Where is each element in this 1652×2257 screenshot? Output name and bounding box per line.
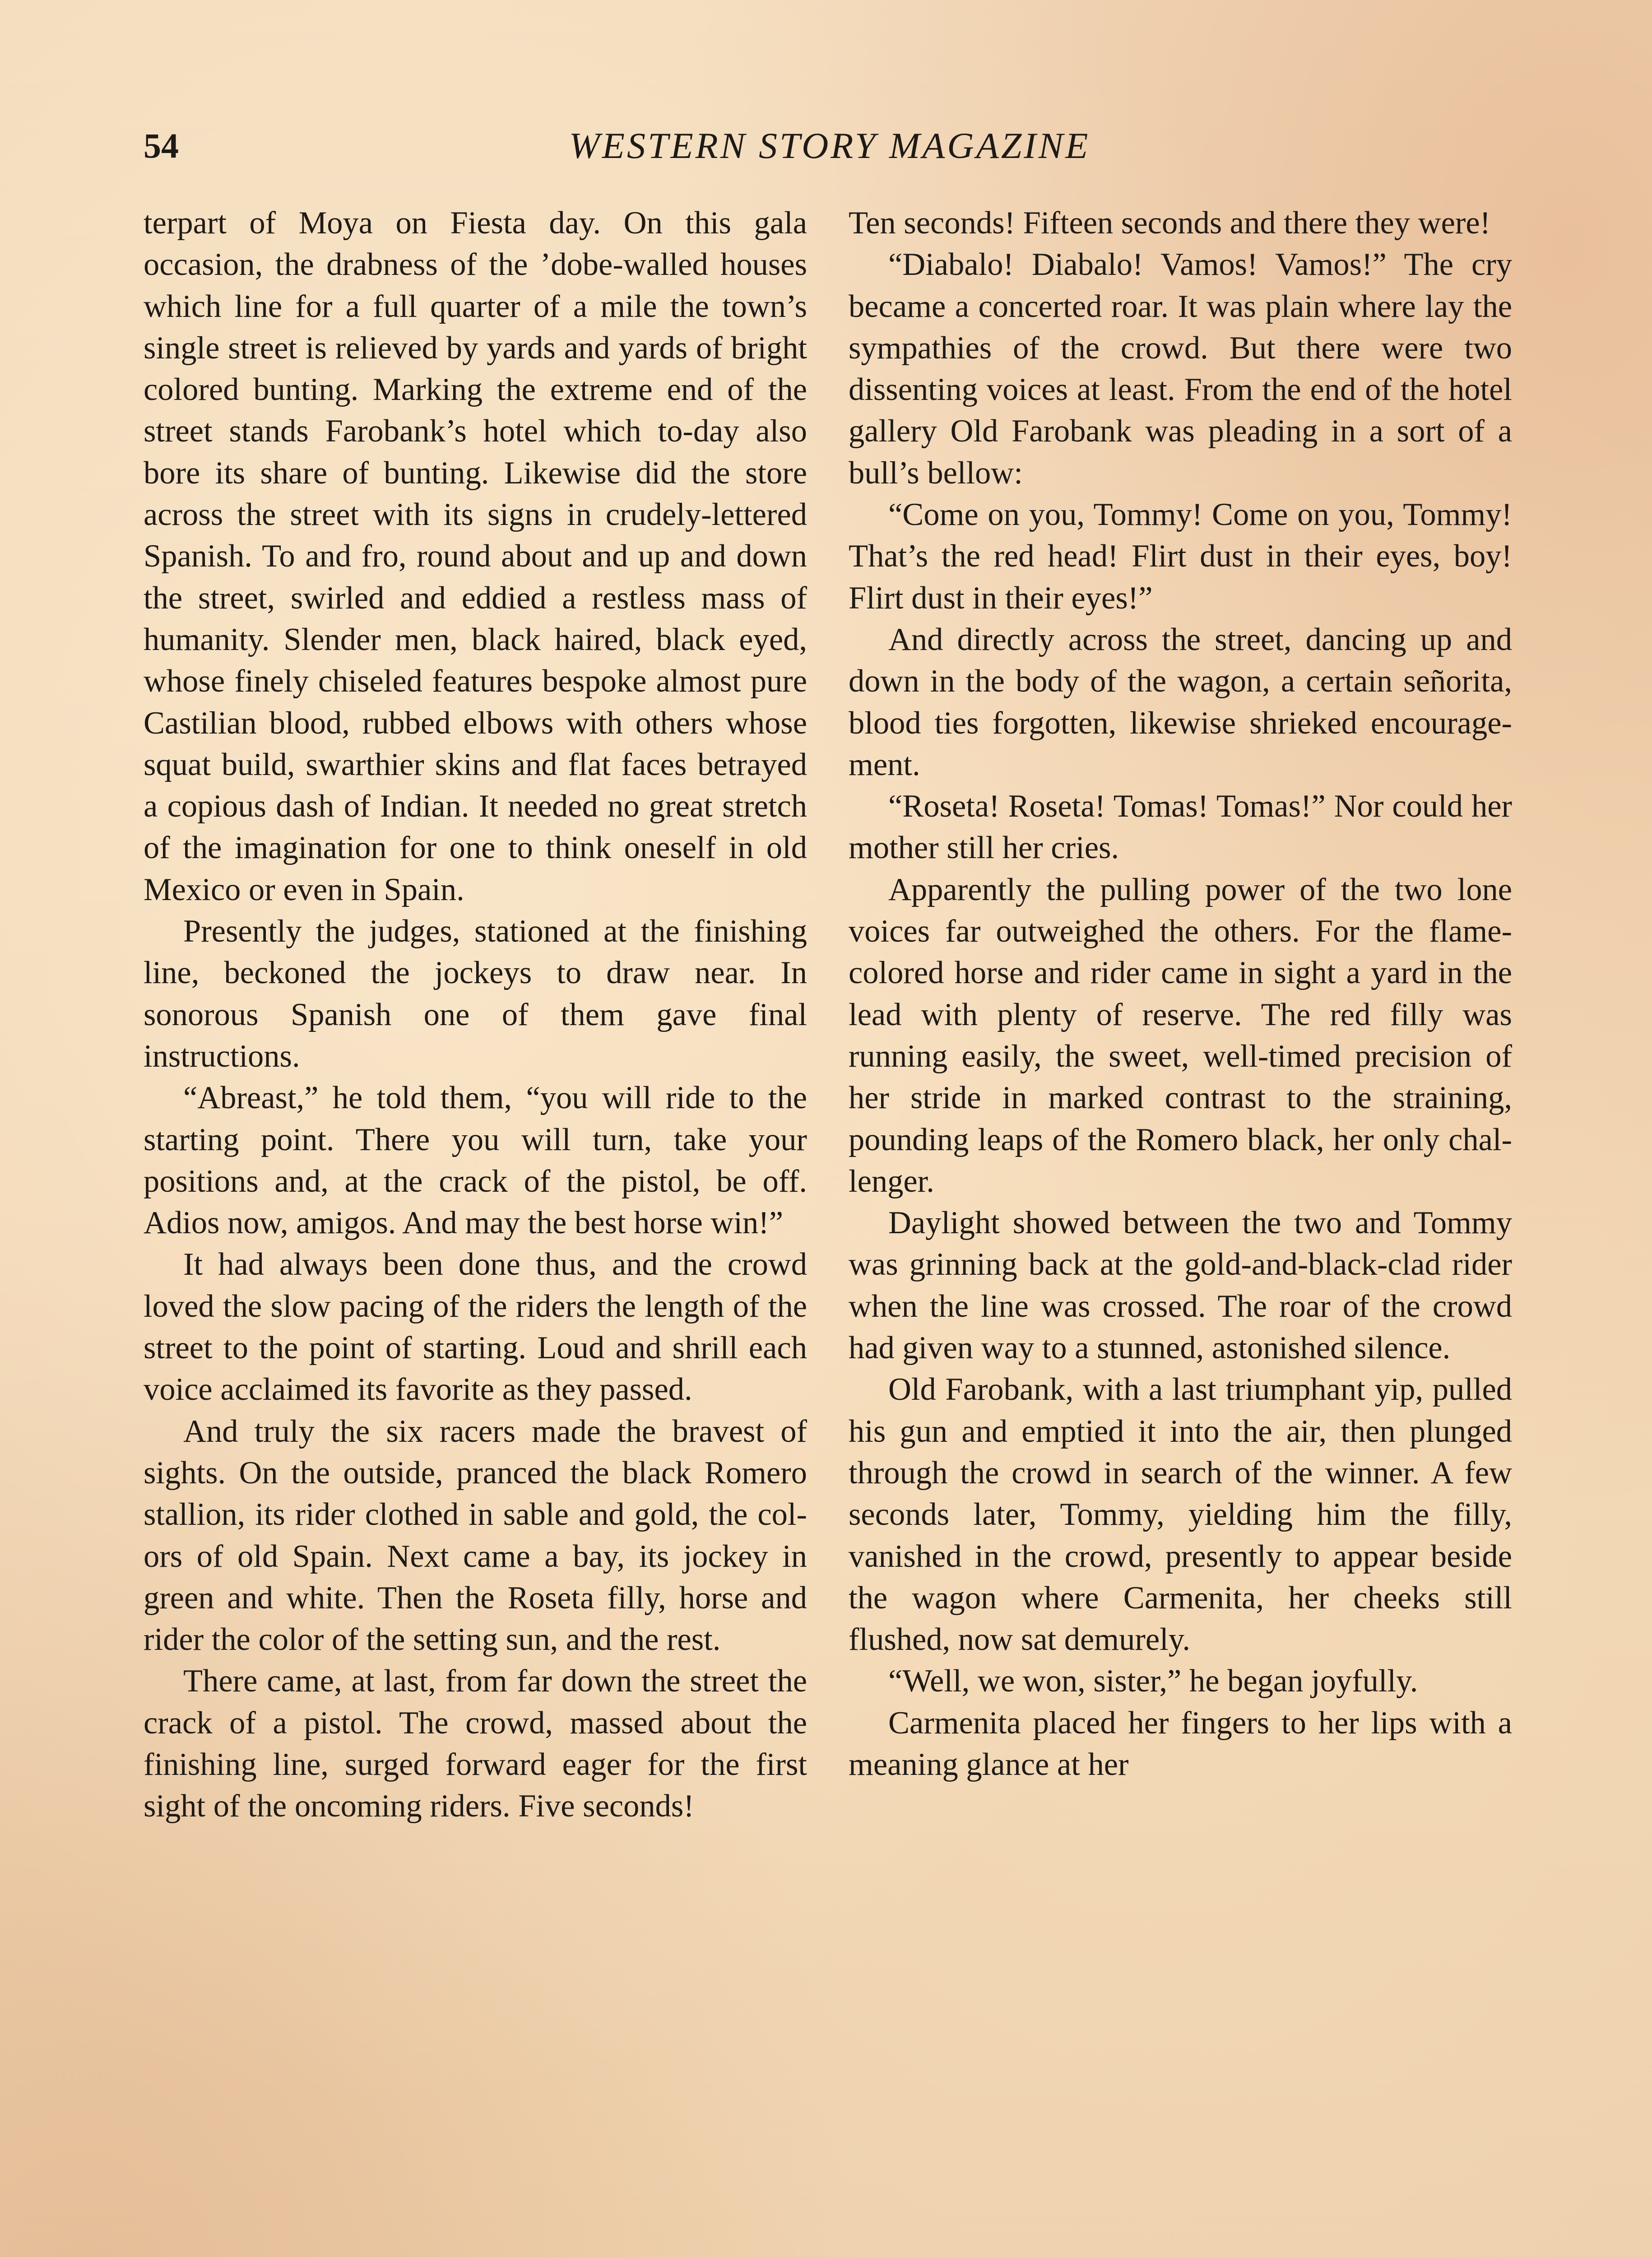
paragraph: Ten seconds! Fifteen seconds and there they were!: [849, 205, 1491, 241]
paragraph: Carmenita placed her fingers to her lips with a meaning glance at her: [849, 1705, 1512, 1782]
paragraph: terpart of Moya on Fiesta day. On this gala occasion, the drabness of the ’dobe-walled houses which line for a full quarter of a mile the town’s single street is relieved by yards and yards of bright colored bunting. Marking the extreme end of the street stands Farobank’s hotel which to-day also bore its share of bunting. Likewise did the store across the street with its signs in crudely-lettered Spanish. To and fro, round about and up and down the street, swirled and eddied a restless mass of humanity. Slender men, black haired, black eyed, whose finely chiseled features bespoke almost pure Castilian blood, rubbed elbows with others whose squat build, swarthier skins and flat faces betrayed a copious dash of Indian. It needed no great stretch of the imagination for one to think oneself in old Mexico or even in Spain.: [144, 205, 807, 907]
paragraph: Daylight showed between the two and Tommy was grinning back at the gold-and-black-clad rider when the line was crossed. The roar of the crowd had given way to a stunned, astonished silence.: [849, 1205, 1512, 1366]
paragraph: There came, at last, from far down the street the crack of a pistol. The crowd, massed about the finishing line, surged forward eager for the first sight of the oncoming riders. Five seconds!: [144, 1663, 807, 1824]
paragraph: And directly across the street, dancing up and down in the body of the wagon, a certain señorita, blood ties forgotten, likewise shrieked encouragement.: [849, 622, 1512, 782]
right-column: [849, 202, 1512, 1785]
paragraph: And truly the six racers made the bravest of sights. On the outside, pranced the black Romero stallion, its rider clothed in sable and gold, the colors of old Spain. Next came a bay, its jockey in green and white. Then the Roseta filly, horse and rider the color of the setting sun, and the rest.: [144, 1413, 807, 1658]
paragraph: Apparently the pulling power of the two lone voices far outweighed the others. For the flame-colored horse and rider came in sight a yard in the lead with plenty of reserve. The red filly was running easily, the sweet, well-timed precision of her stride in marked contrast to the straining, pounding leaps of the Romero black, her only challenger.: [849, 872, 1512, 1199]
paragraph: Presently the judges, stationed at the finishing line, beckoned the jockeys to draw near. In sonorous Spanish one of them gave final instructions.: [144, 914, 807, 1074]
paragraph: It had always been done thus, and the crowd loved the slow pacing of the riders the length of the street to the point of starting. Loud and shrill each voice acclaimed its favorite as they passed.: [144, 1247, 807, 1407]
page-header: [144, 121, 1516, 171]
paragraph: “Come on you, Tommy! Come on you, Tommy! That’s the red head! Flirt dust in their eyes, boy! Flirt dust in their eyes!”: [849, 497, 1512, 616]
paragraph: “Roseta! Roseta! Tomas! Tomas!” Nor could her mother still her cries.: [849, 789, 1512, 866]
paragraph: “Well, we won, sister,” he began joyfully.: [888, 1663, 1418, 1699]
running-head: WESTERN STORY MAGAZINE: [569, 125, 1091, 166]
paragraph: “Diabalo! Diabalo! Vamos! Vamos!” The cry became a concerted roar. It was plain where lay the sympathies of the crowd. But there were two dissenting voices at least. From the end of the hotel gallery Old Farobank was pleading in a sort of a bull’s bellow:: [849, 247, 1512, 491]
paragraph: Old Farobank, with a last triumphant yip, pulled his gun and emptied it into the air, then plunged through the crowd in search of the winner. A few seconds later, Tommy, yielding him the filly, vanished in the crowd, presently to appear beside the wagon where Carmenita, her cheeks still flushed, now sat demurely.: [849, 1372, 1512, 1658]
left-column: [144, 202, 807, 1827]
paragraph: “Abreast,” he told them, “you will ride to the starting point. There you will turn, take your positions and, at the crack of the pistol, be off. Adios now, amigos. And may the best horse win!”: [144, 1080, 807, 1241]
page-number: 54: [144, 126, 179, 165]
